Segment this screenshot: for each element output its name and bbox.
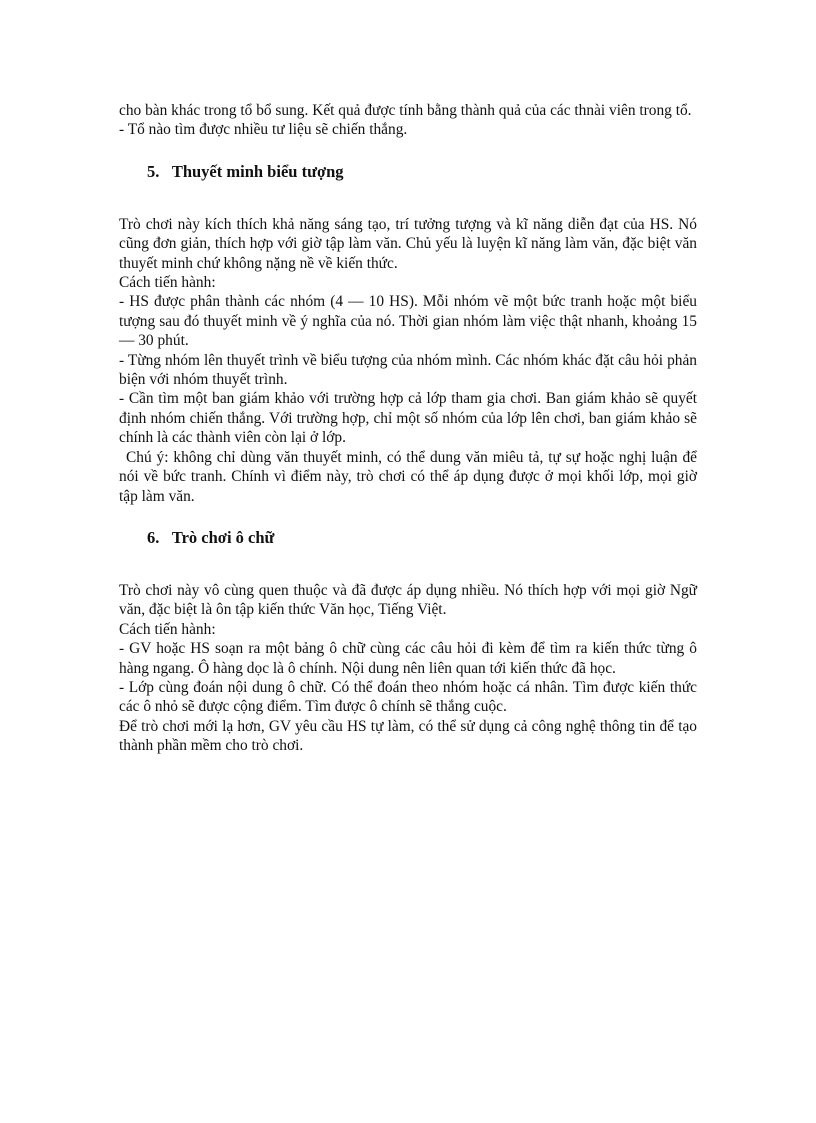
- document-page: [119, 101, 697, 756]
- section6-how-label: Cách tiến hành:: [119, 620, 216, 638]
- section-number: 6.: [147, 527, 160, 547]
- paragraph-winner-rule: - Tổ nào tìm được nhiều tư liệu sẽ chiến thắng.: [119, 121, 408, 139]
- section-heading-6: [147, 527, 697, 549]
- section5-step-2: - Từng nhóm lên thuyết trình về biểu tượng của nhóm mình. Các nhóm khác đặt câu hỏi phản biện với nhóm thuyết trình.: [119, 351, 697, 389]
- paragraph-continuation: cho bàn khác trong tổ bổ sung. Kết quả được tính bằng thành quả của các thnài viên trong tổ.: [119, 102, 692, 119]
- section-title: Trò chơi ô chữ: [171, 527, 275, 547]
- section-number: 5.: [147, 161, 160, 181]
- section5-step-1: - HS được phân thành các nhóm (4 — 10 HS). Mỗi nhóm vẽ một bức tranh hoặc một biểu tượng sau đó thuyết minh về ý nghĩa của nó. Thời gian nhóm làm việc thật nhanh, khoảng 15 — 30 phút.: [119, 293, 697, 350]
- section6-step-2: - Lớp cùng đoán nội dung ô chữ. Có thể đoán theo nhóm hoặc cá nhân. Tìm được kiến thức các ô nhỏ sẽ được cộng điểm. Tìm được ô chính sẽ thắng cuộc.: [119, 678, 697, 716]
- section6-intro: Trò chơi này vô cùng quen thuộc và đã được áp dụng nhiều. Nó thích hợp với mọi giờ Ngữ văn, đặc biệt là ôn tập kiến thức Văn học, Tiếng Việt.: [119, 581, 697, 619]
- section5-note: Chú ý: không chỉ dùng văn thuyết minh, có thể dung văn miêu tả, tự sự hoặc nghị luận để nói về bức tranh. Chính vì điểm này, trò chơi có thể áp dụng được ở mọi khối lớp, mọi giờ tập làm văn.: [119, 448, 697, 505]
- section5-how-label: Cách tiến hành:: [119, 274, 216, 292]
- section-heading-5: [147, 161, 697, 183]
- section5-step-3: - Cần tìm một ban giám khảo với trường hợp cả lớp tham gia chơi. Ban giám khảo sẽ quyết định nhóm chiến thắng. Với trường hợp, chỉ một số nhóm của lớp lên chơi, ban giám khảo sẽ chính là các thành viên còn lại ở lớp.: [119, 390, 697, 447]
- section6-step-1: - GV hoặc HS soạn ra một bảng ô chữ cùng các câu hỏi đi kèm để tìm ra kiến thức từng ô hàng ngang. Ô hàng dọc là ô chính. Nội dung nên liên quan tới kiến thức đã học.: [119, 640, 697, 677]
- section5-intro: Trò chơi này kích thích khả năng sáng tạo, trí tưởng tượng và kĩ năng diễn đạt của HS. Nó cũng đơn giản, thích hợp với giờ tập làm văn. Chủ yếu là luyện kĩ năng làm văn, đặc biệt văn thuyết minh chứ không nặng nề về kiến thức.: [119, 215, 697, 272]
- section6-closing: Để trò chơi mới lạ hơn, GV yêu cầu HS tự làm, có thể sử dụng cả công nghệ thông tin để tạo thành phần mềm cho trò chơi.: [119, 717, 697, 755]
- section-title: Thuyết minh biểu tượng: [171, 161, 344, 181]
